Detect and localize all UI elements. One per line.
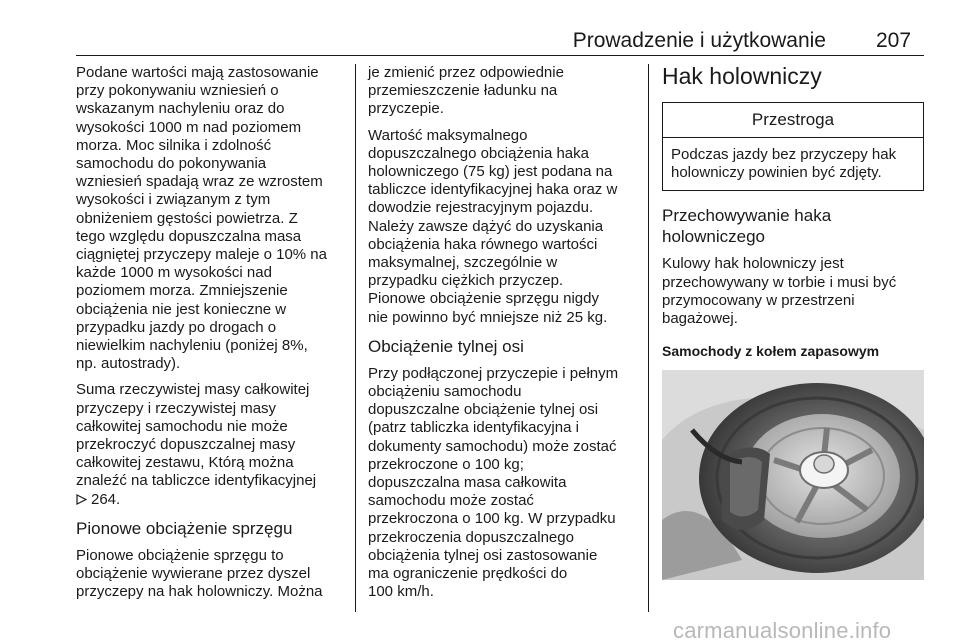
heading-vertical-coupling-load: Pionowe obciążenie sprzęgu (76, 518, 293, 538)
text-line: maksymalnej, szczególnie w (368, 254, 558, 272)
text-line: je zmienić przez odpowiednie (368, 64, 564, 81)
text-line: Kulowy hak holowniczy jest (662, 255, 844, 273)
text-line: tabliczce identyfikacyjnej haka oraz w (368, 181, 618, 199)
text-line: Suma rzeczywistej masy całkowitej (76, 381, 310, 399)
text-line: dopuszczalna masa całkowita (368, 474, 567, 492)
text-line: Przy podłączonej przyczepie i pełnym (368, 364, 619, 382)
text-line: obciążenia haka równego wartości (368, 235, 598, 253)
text-line: dopuszczalne obciążenie tylnej osi (368, 401, 599, 419)
page-reference-icon (76, 494, 87, 505)
text-line: przekroczenia dopuszczalnego (368, 528, 574, 546)
running-header-title: Prowadzenie i użytkowanie (572, 29, 826, 52)
text-line: obciążenie wywierane przez dyszel (76, 565, 311, 583)
text-line: Należy zawsze dążyć do uzyskania (368, 217, 604, 235)
watermark: carmanualsonline.info (673, 618, 892, 643)
paragraph-coupling-load (76, 547, 344, 602)
text-line: holowniczy powinien być zdjęty. (671, 164, 882, 182)
text-line: bagażowej. (662, 310, 738, 328)
text-line: dopuszczalnego obciążenia haka (368, 144, 589, 162)
text-line: całkowitej samochodu nie może (76, 417, 288, 435)
paragraph-coupling-load-cont (368, 64, 636, 119)
column-3 (662, 64, 924, 580)
heading-rear-axle-load: Obciążenie tylnej osi (368, 336, 524, 356)
text-line: Wartość maksymalnego (368, 126, 528, 144)
text-line: każde 1000 m wysokości nad (76, 264, 272, 282)
text-line: przy pokonywaniu wzniesień o (76, 82, 279, 100)
text-line: przekroczyć dopuszczalnej masy (76, 436, 296, 454)
section-title-tow-hitch: Hak holowniczy (662, 63, 822, 89)
text-line: niewielkim nachyleniu (poniżej 8%, (76, 337, 308, 355)
text-line: wysokości i związanym z tym (76, 191, 271, 209)
wheel-nut (814, 455, 834, 473)
text-line: tego względu dopuszczalna masa (76, 227, 302, 245)
caution-title: Przestroga (663, 103, 923, 138)
text-line: samochodu może zostać (368, 492, 534, 510)
text-line: przekroczone o 100 kg; (368, 455, 524, 473)
text-line: przypadku jazdy po drogach o (76, 318, 277, 336)
text-line: 100 km/h. (368, 583, 434, 601)
text-line: całkowitej zestawu, Którą można (76, 454, 294, 472)
text-line: dokumenty samochodu) może zostać (368, 437, 617, 455)
figure-caption: Samochody z kołem zapasowym (662, 343, 880, 360)
text-line: przymocowany w przestrzeni (662, 291, 855, 309)
text-line: wzniesień spadają wraz ze wzrostem (76, 173, 323, 191)
text-line: holowniczego (75 kg) jest podana na (368, 163, 613, 181)
text-line: poziomem morza. Zmniejszenie (76, 282, 288, 300)
paragraph-storing-tow-hitch (662, 255, 924, 328)
text-line: holowniczego (662, 227, 766, 247)
text-line: znaleźć na tabliczce identyfikacyjnej (76, 472, 317, 490)
column-divider-2 (648, 64, 649, 612)
text-line: przypadku ciężkich przyczep. (368, 272, 564, 290)
column-1 (76, 64, 344, 609)
paragraph-total-mass (76, 381, 344, 508)
text-line: Pionowe obciążenie sprzęgu to (76, 546, 284, 564)
text-line: Przechowywanie haka (662, 206, 832, 226)
spare-wheel-photo (662, 370, 924, 580)
text-line: (patrz tabliczka identyfikacyjna i (368, 419, 579, 437)
column-2 (368, 64, 636, 609)
text-line: np. autostrady). (76, 355, 181, 373)
text-line: wskazanym nachyleniu oraz do (76, 100, 285, 118)
text-line: przyczepy na hak holowniczy. Można (76, 583, 323, 601)
text-line: obciążenia nie jest konieczne w (76, 300, 287, 318)
text-line: obciążeniu samochodu (368, 383, 522, 401)
header-rule (76, 55, 924, 56)
page-reference-link[interactable] (76, 491, 344, 509)
paragraph-gradient-altitude (76, 64, 344, 373)
text-line: przemieszczenie ładunku na (368, 82, 558, 100)
text-line: Podczas jazdy bez przyczepy hak (671, 146, 897, 163)
text-line: Pionowe obciążenie sprzęgu nigdy (368, 290, 599, 308)
text-line: przyczepie. (368, 100, 444, 118)
text-line: wysokości 1000 m nad poziomem (76, 118, 302, 136)
paragraph-max-hitch-load (368, 127, 636, 327)
text-line: Podane wartości mają zastosowanie (76, 64, 319, 81)
text-line: przyczepy i rzeczywistej masy (76, 399, 277, 417)
text-line: morza. Moc silnika i zdolność (76, 136, 272, 154)
heading-storing-tow-hitch (662, 205, 924, 247)
page-number: 207 (876, 29, 912, 52)
text-line: dowodzie rejestracyjnym pojazdu. (368, 199, 594, 217)
text-line: nie powinno być mniejsze niż 25 kg. (368, 308, 608, 326)
text-line: obniżeniem gęstości powietrza. Z (76, 209, 298, 227)
paragraph-rear-axle-load (368, 365, 636, 602)
text-line: ma ograniczenie prędkości do (368, 565, 568, 583)
text-line: obciążenia tylnej osi zastosowanie (368, 546, 598, 564)
caution-box (662, 102, 924, 191)
text-line: ciągniętej przyczepy maleje o 10% na (76, 246, 327, 264)
text-line: samochodu do pokonywania (76, 155, 267, 173)
page-reference-number: 264. (91, 490, 121, 508)
text-line: przechowywany w torbie i musi być (662, 273, 897, 291)
column-divider-1 (355, 64, 356, 612)
caution-text (663, 138, 923, 190)
text-line: przekroczona o 100 kg. W przypadku (368, 510, 616, 528)
